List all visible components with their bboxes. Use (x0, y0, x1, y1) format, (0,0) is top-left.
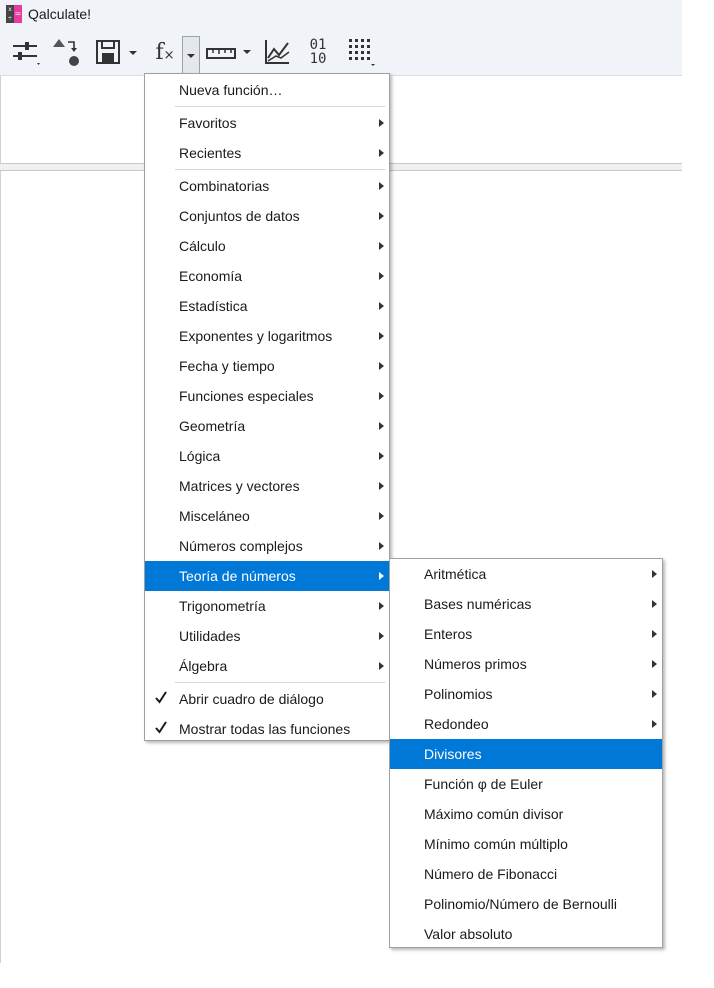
menu-separator (175, 106, 385, 107)
functions-button[interactable] (150, 36, 180, 68)
menu-item-category[interactable]: Estadística (145, 291, 389, 321)
window-title: Qalculate! (28, 6, 92, 22)
functions-menu (144, 73, 390, 741)
function-fx-icon: f× (155, 39, 175, 65)
sliders-icon (9, 37, 43, 67)
menu-item-category[interactable]: Conjuntos de datos (145, 201, 389, 231)
number-theory-submenu (389, 558, 663, 948)
plot-button[interactable] (262, 36, 292, 68)
chevron-right-icon (379, 482, 384, 490)
store-variable-icon (51, 36, 83, 68)
number-bases-button[interactable] (302, 36, 334, 68)
submenu-item-fibonacci[interactable]: Número de Fibonacci (424, 866, 558, 882)
chevron-right-icon (379, 392, 384, 400)
chevron-right-icon (379, 119, 384, 127)
submenu-item-lcm[interactable]: Mínimo común múltiplo (424, 836, 568, 852)
chevron-down-icon (186, 53, 196, 59)
chevron-right-icon (652, 720, 657, 728)
menu-item-category[interactable]: Exponentes y logaritmos (145, 321, 389, 351)
checkmark-icon (154, 691, 168, 705)
submenu-item-number-bases[interactable]: Bases numéricas (390, 589, 662, 619)
chevron-right-icon (379, 362, 384, 370)
menu-separator (175, 682, 385, 683)
menu-item-category[interactable]: Matrices y vectores (145, 471, 389, 501)
submenu-item-primes[interactable]: Números primos (390, 649, 662, 679)
menu-item-show-all-functions[interactable]: Mostrar todas las funciones (145, 714, 389, 744)
units-button[interactable] (204, 36, 256, 68)
menu-item-category[interactable]: Funciones especiales (145, 381, 389, 411)
menu-separator (175, 169, 385, 170)
menu-item-open-dialog[interactable]: Abrir cuadro de diálogo (145, 684, 389, 714)
mode-settings-button[interactable] (8, 36, 44, 68)
menu-item-category[interactable]: Economía (145, 261, 389, 291)
toolbar (0, 28, 682, 76)
chevron-right-icon (652, 660, 657, 668)
chevron-right-icon (379, 452, 384, 460)
chevron-right-icon (652, 600, 657, 608)
qalculate-app-icon: x ÷ = (7, 6, 22, 22)
chevron-right-icon (379, 242, 384, 250)
submenu-item-gcd[interactable]: Máximo común divisor (424, 806, 564, 822)
menu-item-category[interactable]: Lógica (145, 441, 389, 471)
checkmark-icon (154, 721, 168, 735)
ruler-icon (204, 37, 256, 67)
menu-item-category[interactable]: Combinatorias (145, 171, 389, 201)
functions-dropdown-toggle[interactable] (182, 36, 200, 76)
menu-item-recent[interactable]: Recientes (145, 138, 389, 168)
chevron-right-icon (652, 570, 657, 578)
menu-item-number-theory[interactable]: Teoría de números (145, 561, 389, 591)
menu-item-category[interactable]: Utilidades (145, 621, 389, 651)
floppy-disk-icon (93, 37, 141, 67)
menu-item-favorites[interactable]: Favoritos (145, 108, 389, 138)
submenu-item-rounding[interactable]: Redondeo (390, 709, 662, 739)
menu-item-category[interactable]: Fecha y tiempo (145, 351, 389, 381)
submenu-item-polynomials[interactable]: Polinomios (390, 679, 662, 709)
chevron-right-icon (379, 602, 384, 610)
menu-item-category[interactable]: Misceláneo (145, 501, 389, 531)
submenu-item-absolute-value[interactable]: Valor absoluto (424, 926, 513, 942)
keypad-button[interactable] (344, 36, 380, 68)
keypad-grid-icon (345, 36, 379, 68)
binary-icon: 01 10 (309, 37, 327, 67)
store-button[interactable] (50, 36, 84, 68)
menu-item-category[interactable]: Cálculo (145, 231, 389, 261)
menu-item-category[interactable]: Trigonometría (145, 591, 389, 621)
menu-item-category[interactable]: Geometría (145, 411, 389, 441)
submenu-item-euler-phi[interactable]: Función φ de Euler (424, 776, 543, 792)
menu-item-category[interactable]: Números complejos (145, 531, 389, 561)
chevron-right-icon (379, 272, 384, 280)
chevron-right-icon (379, 332, 384, 340)
save-button[interactable] (92, 36, 142, 68)
menu-item-new-function[interactable]: Nueva función… (179, 82, 283, 98)
chevron-right-icon (652, 690, 657, 698)
chevron-right-icon (379, 662, 384, 670)
title-bar (0, 0, 682, 28)
submenu-item-divisors[interactable]: Divisores (390, 739, 662, 769)
chevron-right-icon (652, 630, 657, 638)
chevron-right-icon (379, 632, 384, 640)
submenu-item-bernoulli[interactable]: Polinomio/Número de Bernoulli (424, 896, 617, 912)
chart-line-icon (263, 38, 291, 66)
chevron-right-icon (379, 422, 384, 430)
submenu-item-integers[interactable]: Enteros (390, 619, 662, 649)
chevron-right-icon (379, 149, 384, 157)
chevron-right-icon (379, 512, 384, 520)
chevron-right-icon (379, 542, 384, 550)
chevron-right-icon (379, 182, 384, 190)
menu-item-category[interactable]: Álgebra (145, 651, 389, 681)
chevron-right-icon (379, 302, 384, 310)
chevron-right-icon (379, 572, 384, 580)
submenu-item-arithmetic[interactable]: Aritmética (390, 559, 662, 589)
chevron-right-icon (379, 212, 384, 220)
